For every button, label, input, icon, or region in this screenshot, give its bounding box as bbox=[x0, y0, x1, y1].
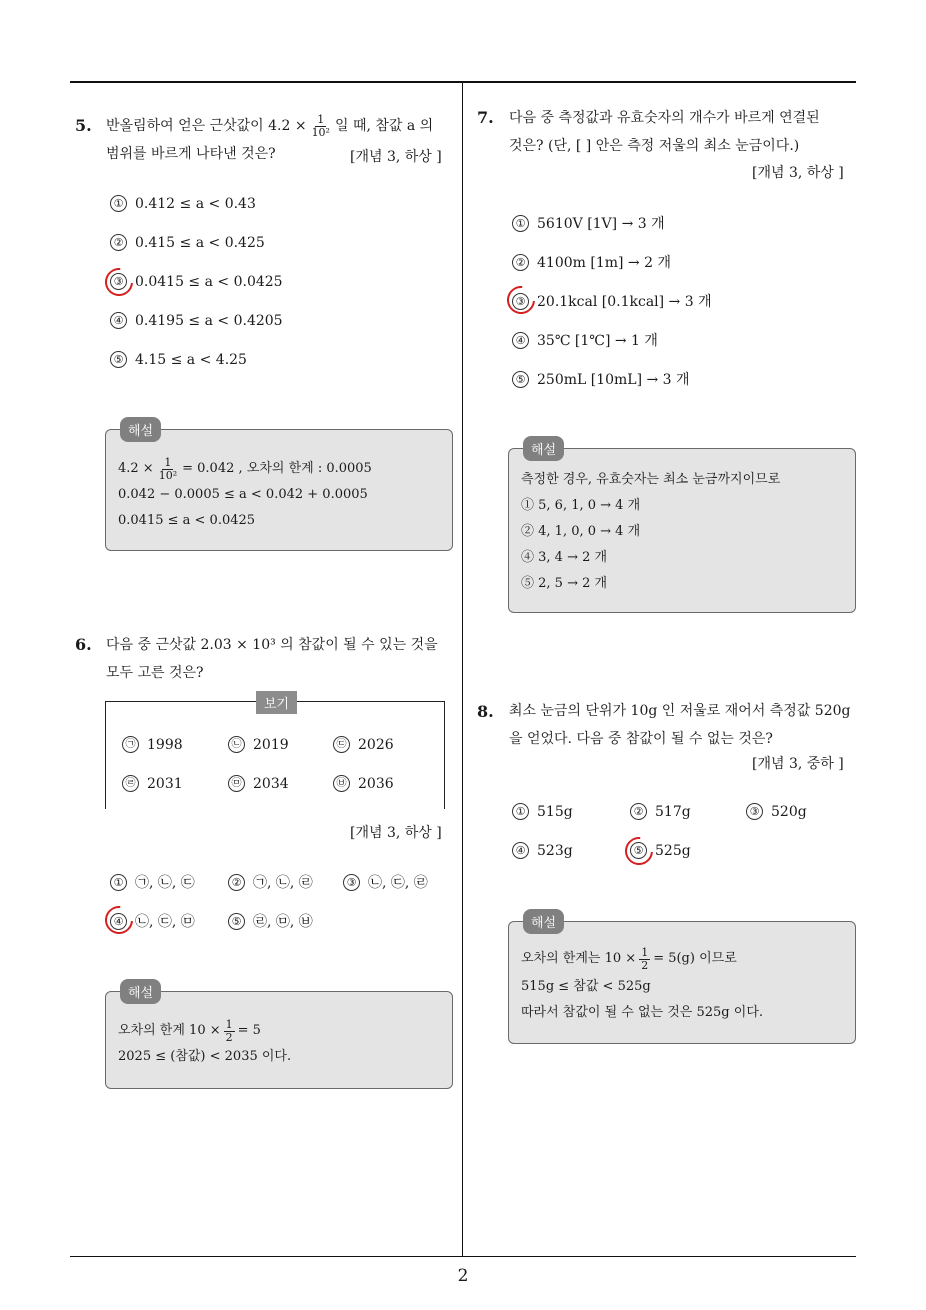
q6-option-2-number: ② bbox=[228, 874, 245, 891]
q8-number: 8. bbox=[477, 702, 494, 721]
q6-bogi-mark-1: ㉠ bbox=[122, 736, 139, 753]
q6-solution-box bbox=[105, 986, 453, 1089]
q6-option-3-text: ㉡, ㉢, ㉣ bbox=[368, 875, 428, 891]
q5-solution-line3: 0.0415 ≤ a < 0.0425 bbox=[118, 513, 256, 528]
q5-fraction bbox=[310, 114, 332, 139]
q8-option-4[interactable] bbox=[512, 842, 573, 859]
q6-option-2[interactable] bbox=[228, 872, 313, 892]
q8-sol-frac-num: 1 bbox=[641, 945, 649, 959]
q7-option-3[interactable] bbox=[512, 291, 712, 311]
q5-answer-circle bbox=[99, 262, 138, 301]
q7-solution-line2: ① 5, 6, 1, 0 → 4 개 bbox=[521, 498, 641, 513]
q8-solution-box bbox=[508, 916, 856, 1044]
q6-solution-title: 해설 bbox=[120, 979, 161, 1004]
q6-bogi-value-1: 1998 bbox=[147, 736, 183, 753]
q7-option-4[interactable] bbox=[512, 330, 658, 350]
q7-option-5-text: 250mL [10mL] → 3 개 bbox=[537, 372, 690, 388]
q5-option-1-number: ① bbox=[110, 195, 127, 212]
q5-sol-frac-den: 10² bbox=[158, 468, 178, 482]
q6-option-4-number: ④ bbox=[110, 913, 127, 930]
q8-solution-title: 해설 bbox=[523, 909, 564, 934]
column-divider bbox=[462, 83, 463, 1256]
q7-option-3-number: ③ bbox=[512, 293, 529, 310]
q6-stem-line1: 다음 중 근삿값 2.03 × 10³ 의 참값이 될 수 있는 것을 bbox=[106, 637, 438, 653]
q8-option-2[interactable] bbox=[630, 803, 691, 820]
q8-sol-fraction bbox=[639, 947, 650, 972]
q5-sol-frac-num: 1 bbox=[164, 455, 172, 469]
q7-stem-line1: 다음 중 측정값과 유효숫자의 개수가 바르게 연결된 bbox=[509, 110, 820, 126]
q6-bogi-mark-6: ㉥ bbox=[333, 775, 350, 792]
q6-number: 6. bbox=[75, 635, 92, 654]
q6-bogi-mark-5: ㉤ bbox=[228, 775, 245, 792]
q5-solution-box bbox=[105, 424, 453, 551]
q5-tag: [개념 3, 하상 ] bbox=[350, 149, 442, 165]
q7-option-1-number: ① bbox=[512, 215, 529, 232]
q7-solution-line4: ④ 3, 4 → 2 개 bbox=[521, 550, 608, 565]
q5-frac-num: 1 bbox=[317, 112, 325, 126]
q6-bogi-item-2 bbox=[228, 736, 289, 753]
q7-option-5-number: ⑤ bbox=[512, 371, 529, 388]
q7-solution-line5: ⑤ 2, 5 → 2 개 bbox=[521, 576, 608, 591]
q7-option-4-text: 35℃ [1℃] → 1 개 bbox=[537, 333, 658, 349]
q8-option-1-text: 515g bbox=[537, 803, 573, 820]
q5-option-4-text: 0.4195 ≤ a < 0.4205 bbox=[135, 312, 283, 329]
q6-option-3[interactable] bbox=[343, 872, 428, 892]
bottom-rule bbox=[70, 1256, 856, 1257]
page-number: 2 bbox=[457, 1266, 469, 1286]
q7-option-2-text: 4100m [1m] → 2 개 bbox=[537, 255, 671, 271]
q8-sol1-a: 오차의 한계는 10 × bbox=[521, 951, 637, 966]
q6-option-1[interactable] bbox=[110, 872, 195, 892]
q6-bogi-item-6 bbox=[333, 775, 394, 792]
q7-option-1-text: 5610V [1V] → 3 개 bbox=[537, 216, 665, 232]
q5-sol1-b: = 0.042 , 오차의 한계 : 0.0005 bbox=[182, 461, 372, 476]
q6-option-5-number: ⑤ bbox=[228, 913, 245, 930]
q7-option-2[interactable] bbox=[512, 252, 671, 272]
q6-bogi-value-3: 2026 bbox=[358, 736, 394, 753]
q5-stem-b: 일 때, 참값 a 의 bbox=[334, 118, 434, 134]
q6-bogi-mark-2: ㉡ bbox=[228, 736, 245, 753]
q5-option-5[interactable] bbox=[110, 351, 247, 368]
q5-option-1[interactable] bbox=[110, 195, 256, 212]
q6-sol-frac-num: 1 bbox=[225, 1017, 233, 1031]
q5-option-5-text: 4.15 ≤ a < 4.25 bbox=[135, 351, 247, 368]
q7-solution-line3: ② 4, 1, 0, 0 → 4 개 bbox=[521, 524, 641, 539]
q5-solution-line2: 0.042 − 0.0005 ≤ a < 0.042 + 0.0005 bbox=[118, 487, 368, 502]
q6-option-3-number: ③ bbox=[343, 874, 360, 891]
q6-bogi-item-1 bbox=[122, 736, 183, 753]
q5-sol-fraction bbox=[157, 457, 179, 482]
q6-option-5-text: ㉣, ㉤, ㉥ bbox=[253, 914, 313, 930]
q5-sol1-a: 4.2 × bbox=[118, 461, 154, 476]
top-rule bbox=[70, 81, 856, 83]
q6-bogi-title: 보기 bbox=[256, 691, 297, 714]
q6-bogi-value-5: 2034 bbox=[253, 775, 289, 792]
q5-option-5-number: ⑤ bbox=[110, 351, 127, 368]
q8-option-3-text: 520g bbox=[771, 803, 807, 820]
q7-solution-title: 해설 bbox=[523, 436, 564, 461]
q6-bogi-value-2: 2019 bbox=[253, 736, 289, 753]
q5-option-2-number: ② bbox=[110, 234, 127, 251]
q5-option-2[interactable] bbox=[110, 234, 265, 251]
q7-answer-circle bbox=[501, 280, 540, 319]
q8-option-5-number: ⑤ bbox=[630, 842, 647, 859]
q8-option-2-text: 517g bbox=[655, 803, 691, 820]
q8-solution-line1 bbox=[521, 946, 737, 972]
q8-option-1-number: ① bbox=[512, 803, 529, 820]
q5-option-3-text: 0.0415 ≤ a < 0.0425 bbox=[135, 273, 283, 290]
q8-answer-circle bbox=[619, 831, 658, 870]
q6-bogi-item-4 bbox=[122, 775, 183, 792]
q6-option-1-number: ① bbox=[110, 874, 127, 891]
q6-bogi-mark-3: ㉢ bbox=[333, 736, 350, 753]
q6-answer-circle bbox=[99, 900, 138, 939]
q5-option-3-number: ③ bbox=[110, 273, 127, 290]
q6-bogi-mark-4: ㉣ bbox=[122, 775, 139, 792]
q5-option-3[interactable] bbox=[110, 273, 283, 290]
q5-solution-line1 bbox=[118, 456, 372, 482]
q7-number: 7. bbox=[477, 108, 494, 127]
q7-option-4-number: ④ bbox=[512, 332, 529, 349]
q6-stem-line2: 모두 고른 것은? bbox=[106, 665, 204, 681]
q6-bogi-item-3 bbox=[333, 736, 394, 753]
q5-stem-a: 반올림하여 얻은 근삿값이 4.2 × bbox=[106, 118, 307, 134]
q5-stem-line2: 범위를 바르게 나타낸 것은? bbox=[106, 146, 276, 162]
q8-tag: [개념 3, 중하 ] bbox=[752, 756, 844, 772]
q5-stem-line1 bbox=[106, 112, 433, 140]
q6-solution-line2: 2025 ≤ (참값) < 2035 이다. bbox=[118, 1049, 292, 1064]
q8-option-4-number: ④ bbox=[512, 842, 529, 859]
q6-bogi-box bbox=[105, 697, 445, 809]
q6-option-5[interactable] bbox=[228, 911, 313, 931]
q7-option-2-number: ② bbox=[512, 254, 529, 271]
q6-option-4-text: ㉡, ㉢, ㉤ bbox=[135, 914, 195, 930]
q5-number: 5. bbox=[75, 116, 92, 135]
q6-sol1-a: 오차의 한계 10 × bbox=[118, 1023, 221, 1038]
q6-bogi-item-5 bbox=[228, 775, 289, 792]
q6-option-1-text: ㉠, ㉡, ㉢ bbox=[135, 875, 195, 891]
q7-option-3-text: 20.1kcal [0.1kcal] → 3 개 bbox=[537, 294, 712, 310]
q6-solution-line1 bbox=[118, 1018, 261, 1044]
q6-bogi-value-6: 2036 bbox=[358, 775, 394, 792]
q8-sol-frac-den: 2 bbox=[641, 958, 649, 972]
q8-option-5-text: 525g bbox=[655, 842, 691, 859]
q8-solution-line3: 따라서 참값이 될 수 없는 것은 525g 이다. bbox=[521, 1005, 764, 1020]
q8-stem-line1: 최소 눈금의 단위가 10g 인 저울로 재어서 측정값 520g bbox=[509, 703, 851, 719]
q8-option-2-number: ② bbox=[630, 803, 647, 820]
q7-stem-line2: 것은? (단, [ ] 안은 측정 저울의 최소 눈금이다.) bbox=[509, 138, 800, 154]
q6-bogi-value-4: 2031 bbox=[147, 775, 183, 792]
q5-solution-title: 해설 bbox=[120, 417, 161, 442]
q5-frac-den: 10² bbox=[311, 125, 330, 139]
q8-option-4-text: 523g bbox=[537, 842, 573, 859]
q6-sol1-b: = 5 bbox=[237, 1023, 261, 1038]
q5-option-1-text: 0.412 ≤ a < 0.43 bbox=[135, 195, 256, 212]
q8-solution-line2: 515g ≤ 참값 < 525g bbox=[521, 979, 651, 994]
q8-sol1-b: = 5(g) 이므로 bbox=[653, 951, 737, 966]
q7-tag: [개념 3, 하상 ] bbox=[752, 165, 844, 181]
q7-option-5[interactable] bbox=[512, 369, 690, 389]
q6-sol-frac-den: 2 bbox=[225, 1030, 233, 1044]
q5-option-4[interactable] bbox=[110, 312, 283, 329]
q7-solution-line1: 측정한 경우, 유효숫자는 최소 눈금까지이므로 bbox=[521, 472, 781, 487]
q6-tag: [개념 3, 하상 ] bbox=[350, 825, 442, 841]
q7-solution-box bbox=[508, 443, 856, 613]
q8-option-1[interactable] bbox=[512, 803, 573, 820]
q7-option-1[interactable] bbox=[512, 213, 665, 233]
q6-sol-fraction bbox=[224, 1019, 235, 1044]
q8-option-3[interactable] bbox=[746, 803, 807, 820]
q5-option-4-number: ④ bbox=[110, 312, 127, 329]
q8-stem-line2: 을 얻었다. 다음 중 참값이 될 수 없는 것은? bbox=[509, 731, 773, 747]
q5-option-2-text: 0.415 ≤ a < 0.425 bbox=[135, 234, 265, 251]
q6-option-2-text: ㉠, ㉡, ㉣ bbox=[253, 875, 313, 891]
q8-option-3-number: ③ bbox=[746, 803, 763, 820]
